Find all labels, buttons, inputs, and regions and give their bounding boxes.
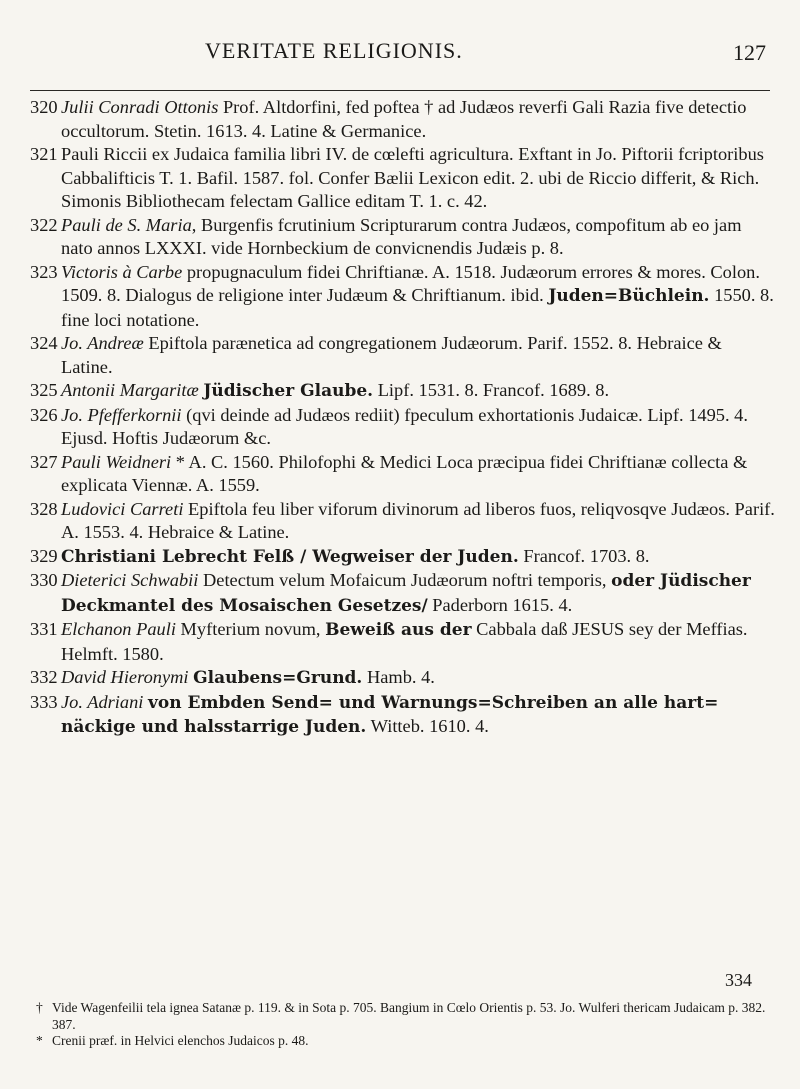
entry-author: Julii Conradi Ottonis	[61, 97, 219, 117]
entry-author: Jo. Adriani	[61, 691, 144, 712]
entry-text: Pauli Riccii ex Judaica familia libri IV. de cœlefti agricultura. Exftant in Jo. Piftorii fcriptoribus Cabbalifticis T. 1. Bafil. 1587. fol. Confer Bælii Lexicon edit. 2. ubi de Riccio differit, & Rich. Simonis Bibliothecam felectam Gallice editam T. 1. c. 42.	[61, 144, 764, 211]
entry-text: (qvi deinde ad Judæos rediit) fpeculum exhortationis Judaicæ. Lipf. 1495. 4. Ejusd. Hoftis Judæorum &c.	[61, 404, 748, 448]
entry-author: Pauli Weidneri	[61, 451, 172, 472]
bibliography-entry	[30, 666, 775, 691]
entry-number: 323	[30, 261, 58, 282]
bibliography-entry	[30, 451, 775, 498]
entry-fraktur-text: Juden=Büchlein.	[548, 286, 710, 306]
bibliography-entry	[30, 618, 775, 666]
entry-author: David Hieronymi	[61, 667, 189, 687]
bibliography-entry	[30, 143, 775, 214]
entry-text-continued: Witteb. 1610. 4.	[366, 716, 489, 736]
bibliography-entry	[30, 332, 775, 379]
entry-text: Detectum velum Mofaicum Judæorum noftri temporis,	[198, 570, 612, 590]
page-header	[0, 38, 800, 78]
bibliography-entry	[30, 545, 775, 570]
entry-fraktur-text: Christiani Lebrecht Felß / Wegweiser der Juden.	[61, 546, 519, 567]
entry-fraktur-text: oder Jüdischer Deckmantel des Mosaischen Gesetzes/	[61, 571, 751, 616]
entry-fraktur-text: Beweiß aus der	[325, 620, 472, 640]
entry-text-continued: 1550. 8. fine loci notatione.	[61, 285, 774, 330]
footnote-mark: *	[36, 1033, 43, 1048]
entry-text-continued: Paderborn 1615. 4.	[427, 594, 573, 615]
entry-number: 330	[30, 570, 58, 590]
footnote	[30, 1033, 775, 1050]
entry-number: 324	[30, 333, 58, 353]
bibliography-entry	[30, 404, 775, 451]
bibliography-entry	[30, 261, 775, 333]
entry-text: , Burgenfis fcrutinium Scripturarum contra Judæos, compofitum ab eo jam nato annos LXXXI. vide Hornbeckium de convicnendis Judæis p. 8.	[61, 214, 742, 258]
entry-fraktur-text: Jüdischer Glaube.	[203, 381, 374, 401]
footnote	[30, 1000, 775, 1033]
bibliography-entry	[30, 379, 775, 404]
entry-author: Jo. Pfefferkornii	[61, 404, 182, 425]
entry-number: 326	[30, 404, 58, 425]
footnote-text: Vide Wagenfeilii tela ignea Satanæ p. 119. & in Sota p. 705. Bangium in Cœlo Orientis p. 53. Jo. Wulferi thericam Judaicam p. 382. 387.	[52, 1000, 766, 1032]
header-rule	[30, 90, 770, 91]
entry-author: Ludovici Carreti	[61, 498, 184, 519]
bibliography-entry	[30, 96, 775, 143]
entry-text-continued: Hamb. 4.	[362, 667, 435, 687]
entry-number: 322	[30, 214, 58, 235]
entry-text-continued: Lipf. 1531. 8. Francof. 1689. 8.	[373, 380, 610, 400]
entry-fraktur-text: Glaubens=Grund.	[193, 668, 363, 688]
entry-fraktur-text: von Embden Send= und Warnungs=Schreiben an alle hart= näckige und halsstarrige Juden.	[61, 692, 719, 737]
footnotes	[30, 1000, 775, 1050]
entry-text: Myfterium novum,	[175, 619, 326, 639]
entry-number: 325	[30, 380, 58, 400]
footnote-mark: †	[36, 1000, 43, 1015]
bibliography-entry	[30, 691, 775, 740]
entry-author: Victoris à Carbe	[61, 261, 183, 282]
entry-number: 328	[30, 498, 58, 519]
entry-number: 333	[30, 691, 58, 712]
bibliography-entry	[30, 569, 775, 618]
entry-number: 327	[30, 451, 58, 472]
entry-text-continued: Cabbala daß JESUS sey der Meffias. Helmft. 1580.	[61, 619, 748, 664]
entry-author: Jo. Andreæ	[61, 333, 144, 353]
entry-author: Antonii Margaritæ	[61, 380, 199, 400]
entry-text: Epiftola parænetica ad congregationem Judæorum. Parif. 1552. 8. Hebraice & Latine.	[61, 333, 722, 377]
catchword: 334	[725, 970, 752, 990]
footnote-text: Crenii præf. in Helvici elenchos Judaicos p. 48.	[52, 1033, 309, 1048]
entry-number: 332	[30, 667, 58, 687]
running-head: VERITATE RELIGIONIS.	[205, 38, 463, 63]
bibliography-list	[30, 96, 775, 740]
entry-number: 321	[30, 144, 58, 164]
bibliography-entry	[30, 498, 775, 545]
entry-number: 331	[30, 619, 58, 639]
entry-text: propugnaculum fidei Chriftianæ. A. 1518. Judæorum errores & mores. Colon. 1509. 8. Dialogus de religione inter Judæum & Chriftianum. ibid.	[61, 261, 760, 305]
entry-text: Prof. Altdorfini, fed poftea † ad Judæos reverfi Gali Razia five detectio occultorum. Stetin. 1613. 4. Latine & Germanice.	[61, 97, 747, 141]
entry-number: 320	[30, 97, 58, 117]
entry-author: Elchanon Pauli	[61, 619, 176, 639]
entry-text: * A. C. 1560. Philofophi & Medici Loca præcipua fidei Chriftianæ collecta & explicata Viennæ. A. 1559.	[61, 451, 748, 495]
entry-number: 329	[30, 545, 58, 566]
entry-text: Epiftola feu liber viforum divinorum ad liberos fuos, reliqvosqve Judæos. Parif. A. 1553. 4. Hebraice & Latine.	[61, 498, 775, 542]
page-number: 127	[733, 40, 766, 65]
entry-text-continued: Francof. 1703. 8.	[518, 545, 650, 566]
entry-author: Dieterici Schwabii	[61, 570, 199, 590]
entry-author: Pauli de S. Maria	[61, 214, 192, 235]
bibliography-entry	[30, 214, 775, 261]
